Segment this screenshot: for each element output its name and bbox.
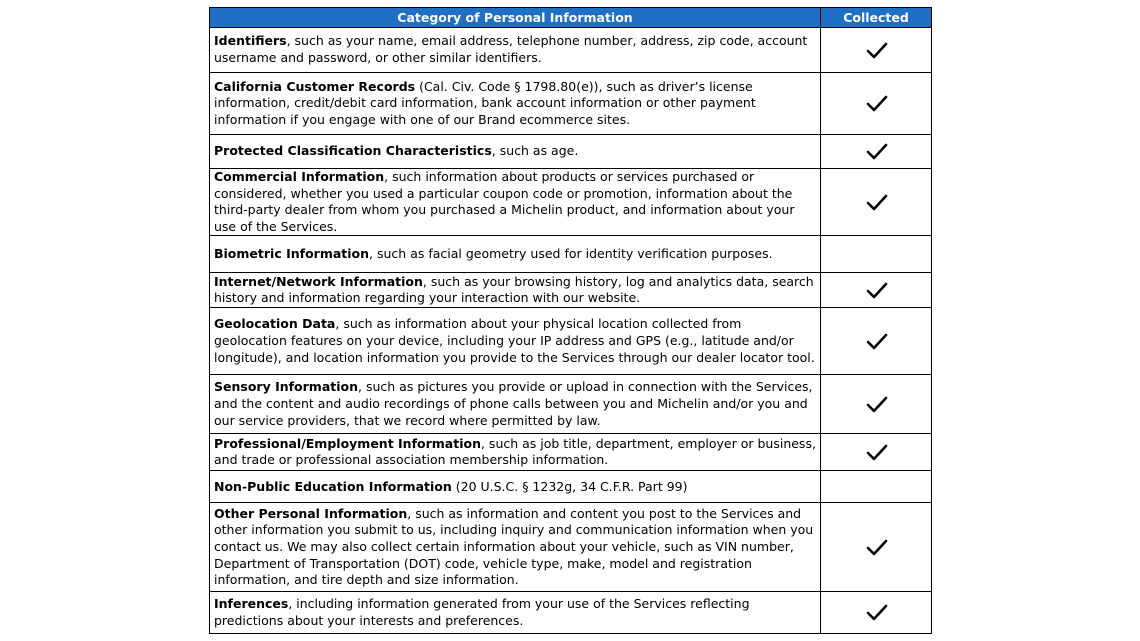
table-header-row: [210, 8, 932, 28]
header-category: Category of Personal Information: [210, 8, 821, 28]
checkmark-icon: [866, 282, 888, 299]
category-description: , such as information about your physical location collected from geolocation features on your device, including your IP address and GPS (e.g., latitude and/or longitude), and location information you provide to the Services through our dealer locator tool.: [214, 316, 815, 365]
collected-cell: [821, 135, 932, 169]
checkmark-icon: [866, 95, 888, 112]
category-description: , such as information and content you post to the Services and other information you submit to us, including inquiry and communication information when you contact us. We may also collect certain information about your vehicle, such as VIN number, Department of Transportation (DOT) code, vehicle type, make, model and registration information, and tire depth and size information.: [214, 505, 814, 588]
category-name: Identifiers: [214, 33, 287, 49]
table-row: [210, 169, 932, 236]
checkmark-icon: [866, 194, 888, 211]
category-name: Internet/Network Information: [214, 273, 423, 289]
checkmark-icon: [866, 539, 888, 556]
category-description: , such as pictures you provide or upload in connection with the Services, and the content and audio recordings of phone calls between you and Michelin and/or you and our service providers, that we record where permitted by law.: [214, 379, 813, 428]
table-row: [210, 73, 932, 135]
category-cell: [210, 169, 821, 236]
collected-cell: [821, 471, 932, 503]
table-row: [210, 434, 932, 471]
category-cell: [210, 28, 821, 73]
collected-cell: [821, 73, 932, 135]
collected-cell: [821, 503, 932, 592]
category-cell: [210, 592, 821, 634]
checkmark-icon: [866, 42, 888, 59]
category-cell: [210, 471, 821, 503]
table-row: [210, 28, 932, 73]
category-description: , such information about products or services purchased or considered, whether you used a particular coupon code or promotion, information about the third-party dealer from whom you purchased a Michelin product, and information about your use of the Services.: [214, 169, 795, 234]
table-row: [210, 471, 932, 503]
collected-cell: [821, 169, 932, 236]
category-description: , such as age.: [491, 143, 579, 159]
category-cell: [210, 503, 821, 592]
collected-cell: [821, 308, 932, 375]
collected-cell: [821, 592, 932, 634]
category-name: Professional/Employment Information: [214, 435, 481, 451]
category-cell: [210, 135, 821, 169]
category-name: Geolocation Data: [214, 316, 336, 332]
category-name: Non-Public Education Information: [214, 478, 452, 494]
table-row: [210, 592, 932, 634]
category-description: (Cal. Civ. Code § 1798.80(e)), such as driver’s license information, credit/debit card information, bank account information or other payment information if you engage with one of our Brand ecommerce sites.: [214, 78, 756, 127]
category-cell: [210, 273, 821, 308]
category-name: Other Personal Information: [214, 505, 408, 521]
category-description: , including information generated from your use of the Services reflecting predictions about your interests and preferences.: [214, 596, 750, 628]
category-name: Biometric Information: [214, 246, 370, 262]
checkmark-icon: [866, 143, 888, 160]
table-row: [210, 375, 932, 434]
personal-information-table: [209, 7, 932, 634]
collected-cell: [821, 434, 932, 471]
category-description: , such as your name, email address, telephone number, address, zip code, account username and password, or other similar identifiers.: [214, 33, 808, 65]
checkmark-icon: [866, 444, 888, 461]
category-cell: [210, 434, 821, 471]
category-cell: [210, 375, 821, 434]
table-row: [210, 135, 932, 169]
table-row: [210, 273, 932, 308]
collected-cell: [821, 236, 932, 273]
category-name: Commercial Information: [214, 169, 385, 184]
category-name: Inferences: [214, 596, 289, 612]
checkmark-icon: [866, 604, 888, 621]
checkmark-icon: [866, 333, 888, 350]
header-collected: Collected: [821, 8, 932, 28]
category-description: , such as your browsing history, log and analytics data, search history and information regarding your interaction with our website.: [214, 273, 814, 306]
category-name: Protected Classification Characteristics: [214, 143, 492, 159]
category-description: , such as job title, department, employer or business, and trade or professional association membership information.: [214, 435, 816, 468]
collected-cell: [821, 28, 932, 73]
category-description: , such as facial geometry used for identity verification purposes.: [369, 246, 773, 262]
checkmark-icon: [866, 396, 888, 413]
category-cell: [210, 236, 821, 273]
category-cell: [210, 73, 821, 135]
table-row: [210, 236, 932, 273]
collected-cell: [821, 273, 932, 308]
category-name: Sensory Information: [214, 379, 359, 395]
category-description: (20 U.S.C. § 1232g, 34 C.F.R. Part 99): [451, 478, 688, 494]
table-row: [210, 308, 932, 375]
category-cell: [210, 308, 821, 375]
collected-cell: [821, 375, 932, 434]
table-row: [210, 503, 932, 592]
category-name: California Customer Records: [214, 78, 416, 94]
